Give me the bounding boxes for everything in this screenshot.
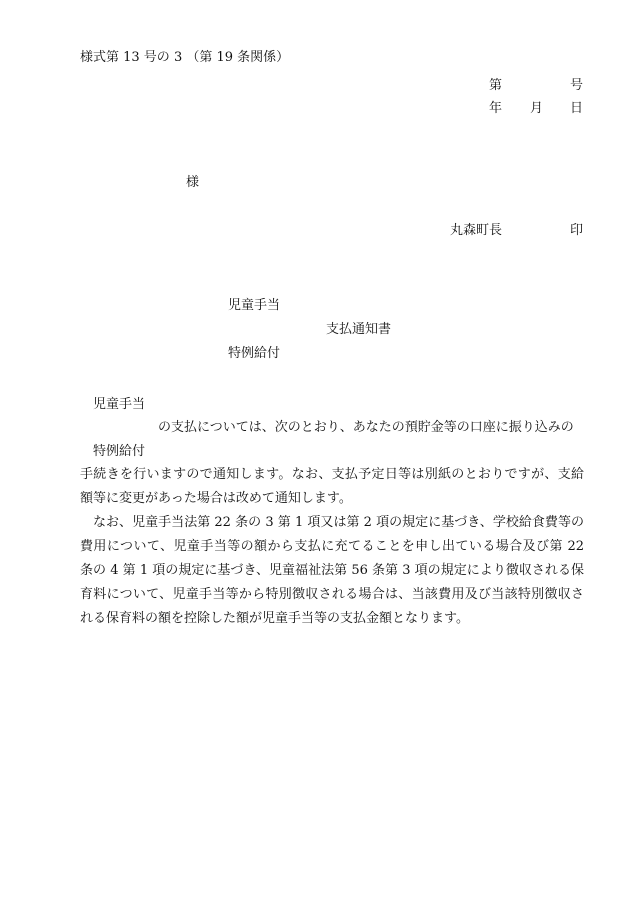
title-line-special-benefit: 特例給付 <box>228 346 281 361</box>
title-line-payment-notice: 支払通知書 <box>326 322 392 337</box>
title-line-child-allowance: 児童手当 <box>228 298 281 313</box>
body-stack-top: 児童手当 <box>93 397 146 412</box>
recipient-honorific: 様 <box>186 175 200 190</box>
date-month: 月 <box>530 101 544 116</box>
body-paragraph-1: 手続きを行いますので通知します。なお、支払予定日等は別紙のとおりですが、支給額等に変更があった場合は改めて通知します。 <box>80 467 584 506</box>
sender-title: 丸森町長 <box>450 223 503 238</box>
number-suffix: 号 <box>570 78 584 93</box>
seal-mark: 印 <box>570 223 584 238</box>
form-number-label: 様式第 13 号の 3 （第 19 条関係） <box>80 50 290 65</box>
body-stack-bottom: 特例給付 <box>93 444 146 459</box>
date-day: 日 <box>570 101 584 116</box>
body-first-line: の支払については、次のとおり、あなたの預貯金等の口座に振り込みの <box>158 420 574 435</box>
body-paragraph-2: なお、児童手当法第 22 条の 3 第 1 項又は第 2 項の規定に基づき、学校給食費等の費用について、児童手当等の額から支払に充てることを申し出ている場合及び第 22 条の 4 第 1 項の規定に基づき、児童福祉法第 56 条第 3 項の規定により徴収される保育料について、児童手当等から特別徴収される場合は、当該費用及び当該特別徴収される保育料の額を控除した額が児童手当等の支払金額となります。 <box>80 515 584 626</box>
date-year: 年 <box>489 101 503 116</box>
number-prefix: 第 <box>489 78 503 93</box>
